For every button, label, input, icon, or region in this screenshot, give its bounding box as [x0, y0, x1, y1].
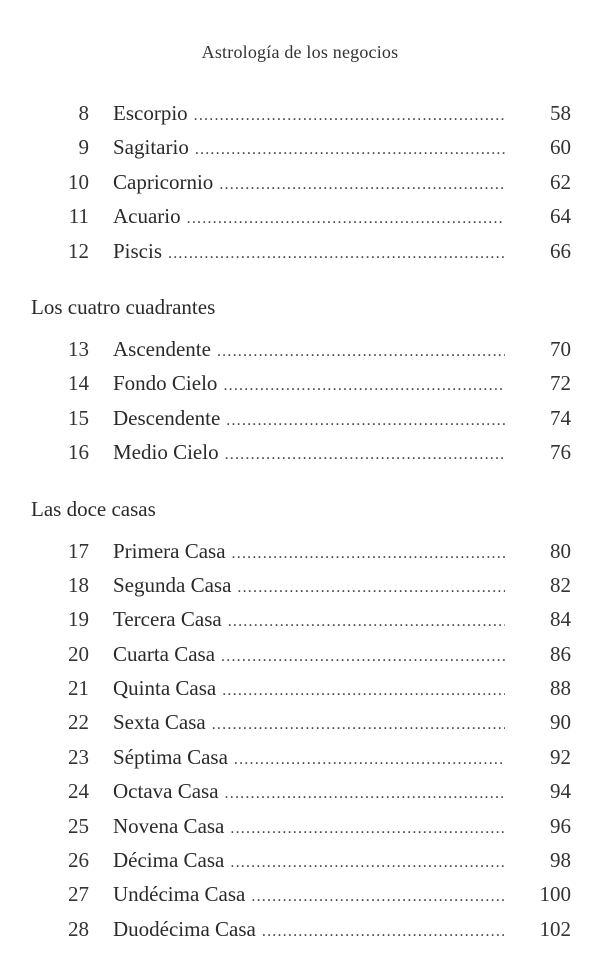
page-number: 84 — [550, 607, 571, 632]
chapter-number: 10 — [68, 169, 89, 194]
section-spacer — [0, 324, 600, 332]
dot-leader — [194, 99, 505, 133]
chapter-title: Duodécima Casa — [113, 916, 256, 941]
toc-entry[interactable] — [0, 96, 600, 130]
toc-entry[interactable] — [0, 843, 600, 877]
dot-leader — [223, 369, 505, 403]
toc-entry[interactable] — [0, 637, 600, 671]
dot-leader — [222, 674, 505, 708]
dot-leader — [234, 743, 505, 777]
page-number: 64 — [550, 204, 571, 229]
chapter-number: 19 — [68, 607, 89, 632]
dot-leader — [187, 202, 505, 236]
chapter-number: 22 — [68, 710, 89, 735]
chapter-number: 11 — [68, 204, 89, 229]
toc-entry[interactable] — [0, 401, 600, 435]
section-title: Los cuatro cuadrantes — [31, 294, 216, 319]
dot-leader — [262, 915, 505, 949]
toc-section — [0, 492, 600, 947]
chapter-number: 15 — [68, 405, 89, 430]
toc-entry[interactable] — [0, 705, 600, 739]
toc-entry[interactable] — [0, 234, 600, 268]
dot-leader — [225, 777, 505, 811]
toc-entry[interactable] — [0, 332, 600, 366]
page-number: 98 — [550, 848, 571, 873]
toc-entry[interactable] — [0, 534, 600, 568]
page-number: 102 — [539, 916, 571, 941]
toc-entry[interactable] — [0, 130, 600, 164]
chapter-number: 12 — [68, 238, 89, 263]
section-spacer — [0, 470, 600, 492]
table-of-contents — [0, 96, 600, 946]
chapter-number: 16 — [68, 440, 89, 465]
dot-leader — [225, 438, 505, 472]
chapter-number: 13 — [68, 336, 89, 361]
page-number: 90 — [550, 710, 571, 735]
toc-entry[interactable] — [0, 435, 600, 469]
chapter-title: Escorpio — [113, 101, 188, 125]
toc-entry[interactable] — [0, 912, 600, 946]
chapter-title: Séptima Casa — [113, 744, 228, 769]
page-number: 96 — [550, 813, 571, 838]
toc-entry[interactable] — [0, 809, 600, 843]
chapter-title: Décima Casa — [113, 848, 225, 873]
page-number: 100 — [539, 882, 571, 907]
page-number: 62 — [550, 169, 571, 194]
page-number: 80 — [550, 538, 571, 563]
toc-entry[interactable] — [0, 602, 600, 636]
toc-section — [0, 96, 600, 268]
chapter-number: 14 — [68, 371, 89, 396]
toc-entry[interactable] — [0, 671, 600, 705]
chapter-number: 9 — [78, 135, 89, 160]
chapter-title: Cuarta Casa — [113, 641, 216, 666]
dot-leader — [230, 846, 505, 880]
dot-leader — [226, 404, 505, 438]
chapter-number: 24 — [68, 779, 89, 804]
page-number: 94 — [550, 779, 571, 804]
toc-entry[interactable] — [0, 740, 600, 774]
toc-entry[interactable] — [0, 199, 600, 233]
page-number: 92 — [550, 744, 571, 769]
toc-entry[interactable] — [0, 366, 600, 400]
chapter-number: 25 — [68, 813, 89, 838]
chapter-number: 18 — [68, 572, 89, 597]
section-title: Las doce casas — [31, 496, 156, 521]
page-number: 82 — [550, 572, 571, 597]
page-number: 66 — [550, 238, 571, 263]
chapter-title: Sagitario — [113, 135, 189, 160]
chapter-title: Piscis — [113, 238, 163, 263]
running-header: Astrología de los negocios — [201, 42, 399, 62]
dot-leader — [230, 812, 505, 846]
chapter-title: Tercera Casa — [113, 607, 222, 632]
page-number: 86 — [550, 641, 571, 666]
chapter-title: Ascendente — [113, 336, 211, 361]
dot-leader — [195, 133, 505, 167]
chapter-title: Sexta Casa — [113, 710, 206, 735]
page-number: 60 — [550, 135, 571, 160]
page-number: 88 — [550, 676, 571, 701]
dot-leader — [237, 571, 505, 605]
chapter-number: 23 — [68, 744, 89, 769]
dot-leader — [251, 880, 505, 914]
chapter-title: Segunda Casa — [113, 572, 232, 597]
section-spacer — [0, 268, 600, 290]
toc-entry[interactable] — [0, 877, 600, 911]
chapter-title: Quinta Casa — [113, 676, 217, 701]
chapter-number: 21 — [68, 676, 89, 701]
chapter-title: Novena Casa — [113, 813, 225, 838]
page-number: 58 — [550, 101, 571, 125]
chapter-title: Descendente — [113, 405, 221, 430]
toc-entry[interactable] — [0, 774, 600, 808]
section-spacer — [0, 526, 600, 534]
chapter-number: 28 — [68, 916, 89, 941]
chapter-title: Capricornio — [113, 169, 214, 194]
chapter-title: Primera Casa — [113, 538, 226, 563]
page-number: 72 — [550, 371, 571, 396]
chapter-number: 26 — [68, 848, 89, 873]
chapter-title: Medio Cielo — [113, 440, 219, 465]
chapter-number: 17 — [68, 538, 89, 563]
dot-leader — [221, 640, 505, 674]
chapter-number: 20 — [68, 641, 89, 666]
page-number: 76 — [550, 440, 571, 465]
chapter-number: 27 — [68, 882, 89, 907]
dot-leader — [212, 708, 505, 742]
page-number: 74 — [550, 405, 571, 430]
chapter-title: Undécima Casa — [113, 882, 246, 907]
dot-leader — [232, 537, 505, 571]
dot-leader — [168, 237, 505, 271]
toc-entry[interactable] — [0, 165, 600, 199]
page-number: 70 — [550, 336, 571, 361]
dot-leader — [219, 168, 505, 202]
toc-section — [0, 290, 600, 470]
chapter-title: Acuario — [113, 204, 181, 229]
toc-entry[interactable] — [0, 568, 600, 602]
chapter-title: Octava Casa — [113, 779, 219, 804]
chapter-title: Fondo Cielo — [113, 371, 218, 396]
dot-leader — [228, 605, 505, 639]
chapter-number: 8 — [78, 101, 89, 125]
dot-leader — [217, 335, 505, 369]
